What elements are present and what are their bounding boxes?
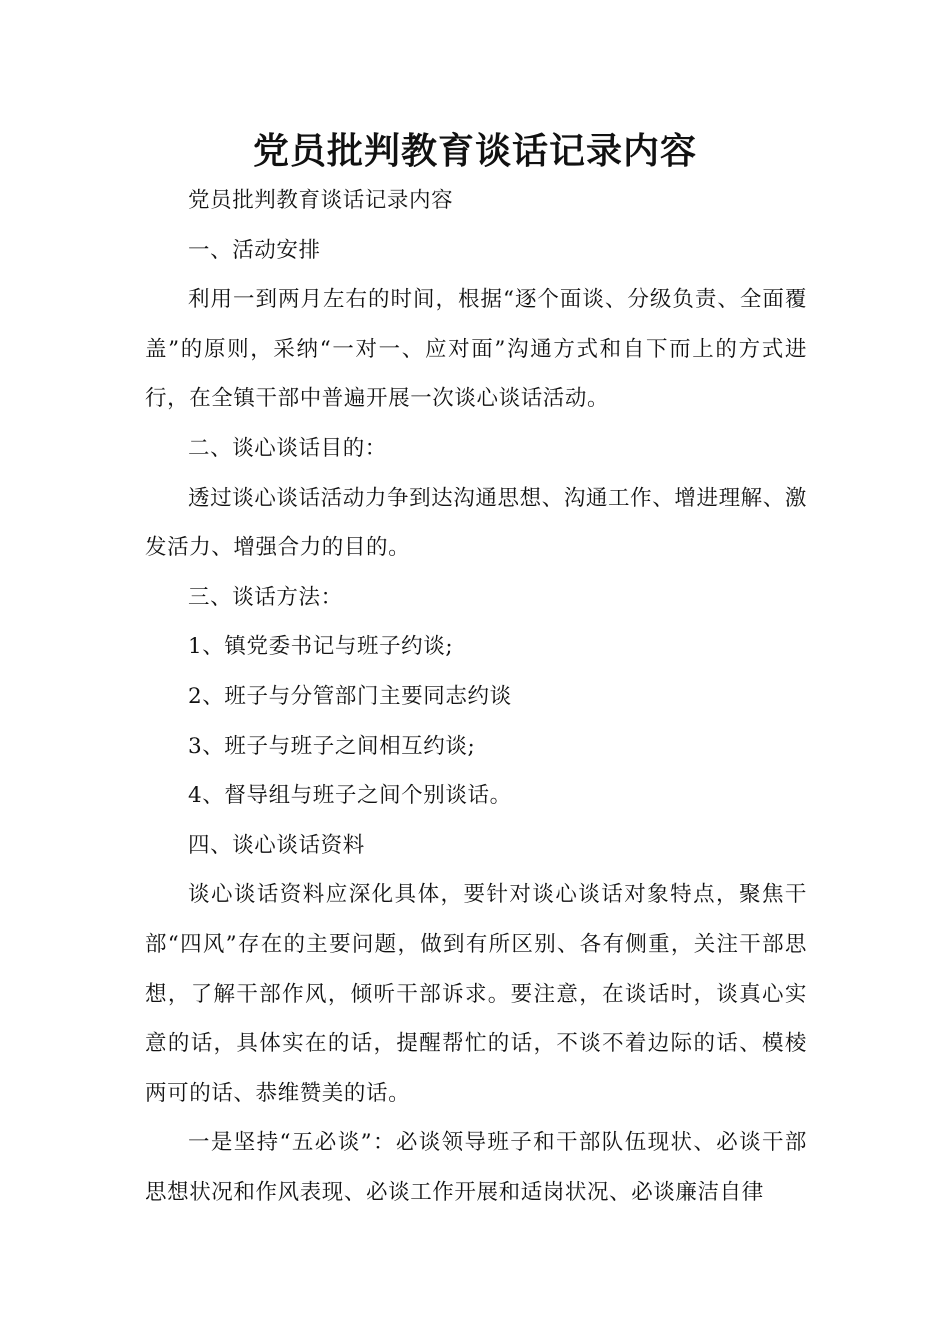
paragraph-activity-arrangement: 利用一到两月左右的时间，根据“逐个面谈、分级负责、全面覆盖”的原则，采纳“一对一、应对面”沟通方式和自下而上的方式进行，在全镇干部中普遍开展一次谈心谈话活动。 (145, 287, 807, 412)
heading-talk-purpose: 二、谈心谈话目的： (188, 435, 387, 461)
list-item-method-4: 4、督导组与班子之间个别谈话。 (188, 783, 512, 809)
heading-activity-arrangement: 一、活动安排 (188, 237, 321, 263)
paragraph-talk-purpose: 透过谈心谈话活动力争到达沟通思想、沟通工作、增进理解、激发活力、增强合力的目的。 (145, 485, 807, 561)
list-item-method-3: 3、班子与班子之间相互约谈; (188, 733, 476, 759)
document-body (145, 176, 807, 1217)
document-title: 党员批判教育谈话记录内容 (252, 131, 697, 172)
paragraph-five-must-talks: 一是坚持“五必谈”：必谈领导班子和干部队伍现状、必谈干部思想状况和作风表现、必谈工作开展和适岗状况、必谈廉洁自律 (145, 1130, 807, 1205)
paragraph-talk-materials: 谈心谈话资料应深化具体，要针对谈心谈话对象特点，聚焦干部“四风”存在的主要问题，做到有所区别、各有侧重，关注干部思想，了解干部作风，倾听干部诉求。要注意，在谈话时，谈真心实意的话，具体实在的话，提醒帮忙的话，不谈不着边际的话、模棱两可的话、恭维赞美的话。 (145, 882, 807, 1106)
heading-talk-method: 三、谈话方法： (188, 584, 343, 610)
paragraph-subtitle: 党员批判教育谈话记录内容 (188, 188, 454, 213)
list-item-method-2: 2、班子与分管部门主要同志约谈 (188, 683, 512, 709)
list-item-method-1: 1、镇党委书记与班子约谈; (188, 634, 454, 660)
heading-talk-materials: 四、谈心谈话资料 (188, 832, 365, 858)
